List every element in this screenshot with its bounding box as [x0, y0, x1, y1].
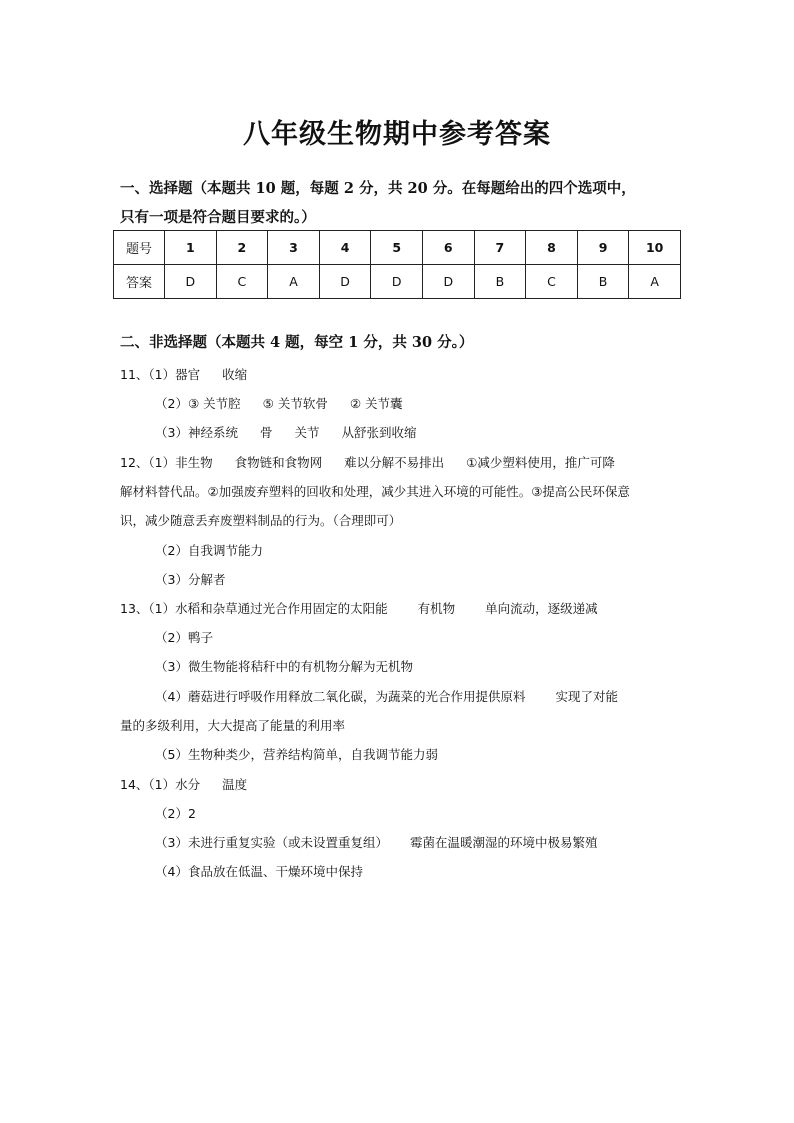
q12-line1 [120, 453, 615, 473]
q12-line5: （3）分解者 [155, 572, 226, 587]
answer-text: 从舒张到收缩 [341, 425, 417, 440]
answer-table [113, 230, 681, 299]
answer-text: （1）器官 [148, 367, 201, 382]
table-cell: 4 [319, 231, 371, 265]
answer-text: 难以分解不易排出 [344, 455, 445, 470]
page-title: 八年级生物期中参考答案 [243, 119, 551, 150]
q13-line6: （5）生物种类少，营养结构简单，自我调节能力弱 [155, 747, 438, 762]
answer-text: 温度 [222, 777, 248, 792]
answer-text: （1）水稻和杂草通过光合作用固定的太阳能 [148, 601, 388, 616]
answer-text: ⑤ 关节软骨 [262, 396, 328, 411]
answer-text: 关节 [294, 425, 320, 440]
answer-text: （1）水分 [148, 777, 201, 792]
q13-line2: （2）鸭子 [155, 630, 213, 645]
question-number: 11、 [120, 367, 149, 382]
q11-line3 [155, 423, 417, 443]
table-row-numbers [114, 231, 681, 265]
section1-heading [120, 174, 690, 232]
table-cell: 5 [371, 231, 423, 265]
q11-line1 [120, 365, 247, 385]
table-cell: 9 [577, 231, 629, 265]
q13-line3: （3）微生物能将秸秆中的有机物分解为无机物 [155, 659, 413, 674]
answer-text: 收缩 [222, 367, 248, 382]
answer-text: （3）未进行重复实验（或未设置重复组） [155, 835, 388, 850]
table-cell: C [216, 265, 268, 299]
q14-line3 [155, 833, 597, 853]
q13-line5: 量的多级利用，大大提高了能量的利用率 [120, 718, 346, 733]
question-number: 12、 [120, 455, 149, 470]
table-cell: A [268, 265, 320, 299]
section1-line2: 只有一项是符合题目要求的。） [120, 209, 316, 226]
row-header-number: 题号 [114, 231, 165, 265]
table-cell: B [577, 265, 629, 299]
answer-text: （4）蘑菇进行呼吸作用释放二氧化碳，为蔬菜的光合作用提供原料 [155, 689, 526, 704]
q14-line1 [120, 775, 247, 795]
table-cell: D [319, 265, 371, 299]
section1-line1: 一、选择题（本题共 10 题，每题 2 分，共 20 分。在每题给出的四个选项中， [120, 180, 636, 197]
answer-text: （1）非生物 [148, 455, 213, 470]
answer-text: 霉菌在温暖潮湿的环境中极易繁殖 [409, 835, 598, 850]
table-cell: C [526, 265, 578, 299]
table-cell: 10 [629, 231, 681, 265]
table-cell: 7 [474, 231, 526, 265]
question-number: 13、 [120, 601, 149, 616]
table-cell: D [371, 265, 423, 299]
answer-text: 食物链和食物网 [234, 455, 323, 470]
table-cell: 6 [422, 231, 474, 265]
answer-text: 有机物 [417, 601, 456, 616]
q14-line4: （4）食品放在低温、干燥环境中保持 [155, 864, 363, 879]
table-cell: 1 [165, 231, 217, 265]
q11-line2 [155, 394, 403, 414]
q12-line3: 识，减少随意丢弃废塑料制品的行为。（合理即可） [120, 513, 402, 528]
table-row-answers [114, 265, 681, 299]
table-cell: 3 [268, 231, 320, 265]
table-cell: A [629, 265, 681, 299]
table-cell: D [165, 265, 217, 299]
answer-text: ①减少塑料使用，推广可降 [466, 455, 615, 470]
answer-text: （2）③ 关节腔 [155, 396, 241, 411]
q12-line2: 解材料替代品。②加强废弃塑料的回收和处理，减少其进入环境的可能性。③提高公民环保意 [120, 484, 630, 499]
q13-line4 [155, 687, 618, 707]
question-number: 14、 [120, 777, 149, 792]
section2-heading: 二、非选择题（本题共 4 题，每空 1 分，共 30 分。） [120, 334, 474, 351]
table-cell: D [422, 265, 474, 299]
answer-text: 骨 [259, 425, 273, 440]
table-cell: 2 [216, 231, 268, 265]
row-header-answer: 答案 [114, 265, 165, 299]
table-cell: 8 [526, 231, 578, 265]
q12-line4: （2）自我调节能力 [155, 543, 263, 558]
answer-text: 实现了对能 [555, 689, 618, 704]
answer-text: 单向流动，逐级递减 [485, 601, 598, 616]
answer-text: ② 关节囊 [349, 396, 403, 411]
q14-line2: （2）2 [155, 806, 196, 821]
q13-line1 [120, 599, 598, 619]
table-cell: B [474, 265, 526, 299]
answer-text: （3）神经系统 [155, 425, 238, 440]
